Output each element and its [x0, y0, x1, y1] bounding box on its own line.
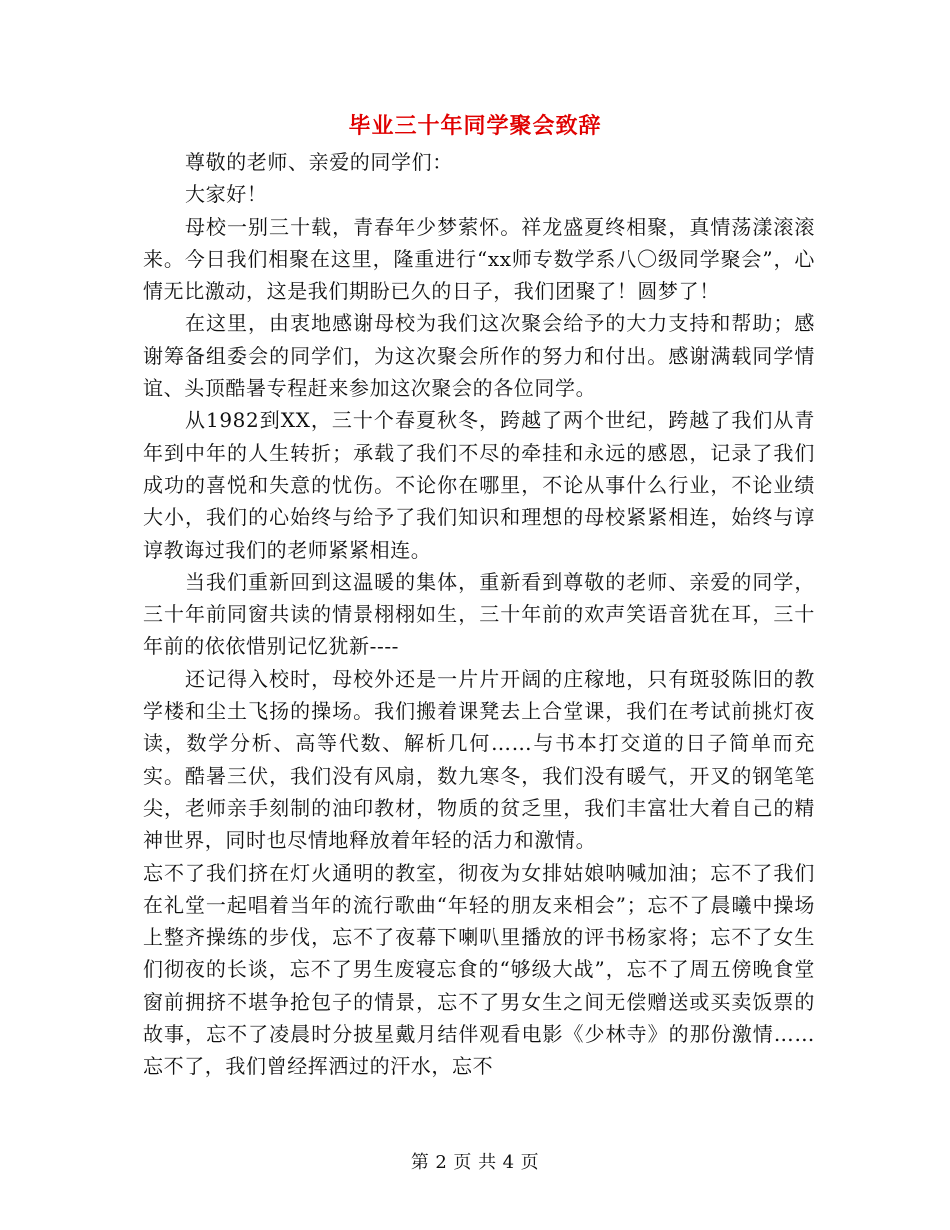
salutation: 尊敬的老师、亲爱的同学们：	[185, 150, 453, 174]
document-body	[143, 146, 815, 1083]
paragraph-return: 当我们重新回到这温暖的集体，重新看到尊敬的老师、亲爱的同学，三十年前同窗共读的情景栩栩如生，三十年前的欢声笑语音犹在耳，三十年前的依依惜别记忆犹新----	[143, 569, 815, 659]
current-page-number: 2	[435, 1152, 448, 1173]
greeting: 大家好！	[185, 182, 268, 207]
document-title: 毕业三十年同学聚会致辞	[348, 113, 602, 139]
page-prefix: 第	[410, 1152, 430, 1173]
paragraph-thanks: 在这里，由衷地感谢母校为我们这次聚会给予的大力支持和帮助；感谢筹备组委会的同学们，为这次聚会所作的努力和付出。感谢满载同学情谊、头顶酷暑专程赶来参加这次聚会的各位同学。	[143, 311, 815, 401]
paragraph-unforgettable: 忘不了我们挤在灯火通明的教室，彻夜为女排姑娘呐喊加油；忘不了我们在礼堂一起唱着当年的流行歌曲“年轻的朋友来相会”；忘不了晨曦中操场上整齐操练的步伐，忘不了夜幕下喇叭里播放的评书杨家将；忘不了女生们彻夜的长谈，忘不了男生废寝忘食的“够级大战”，忘不了周五傍晚食堂窗前拥挤不堪争抢包子的情景，忘不了男女生之间无偿赠送或买卖饭票的故事，忘不了凌晨时分披星戴月结伴观看电影《少林寺》的那份激情……忘不了，我们曾经挥洒过的汗水，忘不	[143, 860, 815, 1079]
paragraph-reunion: 母校一别三十载，青春年少梦萦怀。祥龙盛夏终相聚，真情荡漾滚滚来。今日我们相聚在这里，隆重进行“xx师专数学系八〇级同学聚会”，心情无比激动，这是我们期盼已久的日子，我们团聚了！圆梦了！	[143, 214, 815, 304]
page-mid-text: 页 共	[453, 1152, 497, 1173]
paragraph-thirty-years: 从1982到XX，三十个春夏秋冬，跨越了两个世纪，跨越了我们从青年到中年的人生转折；承载了我们不尽的牵挂和永远的感恩，记录了我们成功的喜悦和失意的忧伤。不论你在哪里，不论从事什么行业，不论业绩大小，我们的心始终与给予了我们知识和理想的母校紧紧相连，始终与谆谆教诲过我们的老师紧紧相连。	[143, 408, 815, 562]
total-page-number: 4	[502, 1152, 515, 1173]
page-suffix: 页	[520, 1152, 540, 1173]
paragraph-memories: 还记得入校时，母校外还是一片片开阔的庄稼地，只有斑驳陈旧的教学楼和尘土飞扬的操场。我们搬着课凳去上合堂课，我们在考试前挑灯夜读，数学分析、高等代数、解析几何……与书本打交道的日子简单而充实。酷暑三伏，我们没有风扇，数九寒冬，我们没有暖气，开叉的钢笔笔尖，老师亲手刻制的油印教材，物质的贫乏里，我们丰富壮大着自己的精神世界，同时也尽情地释放着年轻的活力和激情。	[143, 666, 815, 853]
page-number-footer	[0, 1150, 950, 1176]
